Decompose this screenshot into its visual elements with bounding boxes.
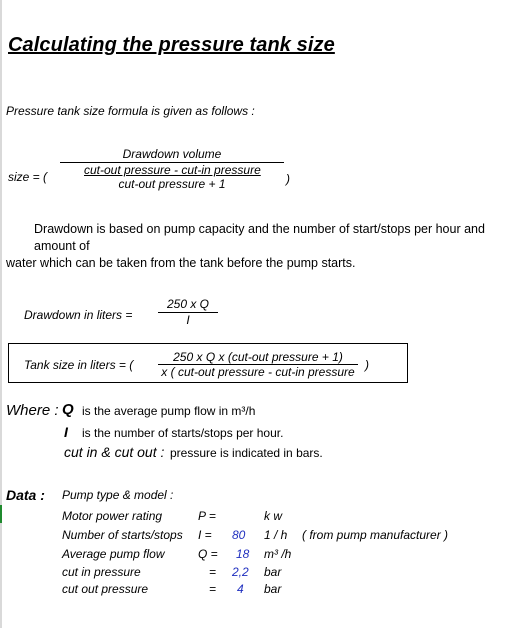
row-note: ( from pump manufacturer ) <box>302 528 449 542</box>
intro-text: Pressure tank size formula is given as follows : <box>6 104 255 118</box>
drawdown-denominator: I <box>186 313 190 327</box>
drawdown-label: Drawdown in liters = <box>24 308 133 322</box>
row-value: 2,2 <box>232 565 249 579</box>
paragraph-line-1: Drawdown is based on pump capacity and the number of start/stops per hour and amount of <box>34 222 485 253</box>
paragraph-line-2: water which can be taken from the tank before the pump starts. <box>6 256 356 270</box>
row-name: Motor power rating <box>62 509 163 523</box>
tank-size-numerator: 250 x Q x (cut-out pressure + 1) <box>173 350 343 364</box>
row-name: Average pump flow <box>62 547 165 561</box>
row-unit: 1 / h <box>264 528 288 542</box>
q-symbol: Q <box>62 401 74 418</box>
size-formula-close: ) <box>286 172 290 186</box>
row-value: 18 <box>236 547 250 561</box>
where-label: Where : <box>6 402 59 419</box>
q-description: is the average pump flow in m³/h <box>82 404 256 418</box>
size-formula-lhs: size = ( <box>8 170 48 184</box>
row-marker <box>0 505 2 523</box>
row-value: 4 <box>237 582 244 596</box>
tank-size-close: ) <box>365 358 369 372</box>
row-unit: m³ /h <box>264 547 292 561</box>
row-value: 80 <box>232 528 246 542</box>
page-title: Calculating the pressure tank size <box>8 34 335 56</box>
row-name: Number of starts/stops <box>62 528 183 542</box>
tank-size-denominator: x ( cut-out pressure - cut-in pressure <box>161 365 355 379</box>
cut-label: cut in & cut out : <box>64 444 165 460</box>
drawdown-paragraph <box>6 221 516 272</box>
drawdown-numerator: 250 x Q <box>166 297 210 311</box>
data-label: Data : <box>6 487 45 503</box>
row-name: cut out pressure <box>62 582 149 596</box>
row-symbol: I = <box>198 528 212 542</box>
row-symbol: = <box>209 565 217 579</box>
row-unit: bar <box>264 582 282 596</box>
size-formula-inner-denominator: cut-out pressure + 1 <box>118 177 226 191</box>
cut-description: pressure is indicated in bars. <box>170 446 323 460</box>
row-unit: k w <box>264 509 282 523</box>
size-formula-inner-numerator: cut-out pressure - cut-in pressure <box>84 163 261 177</box>
row-unit: bar <box>264 565 282 579</box>
row-symbol: = <box>209 582 217 596</box>
left-gridline <box>0 0 2 628</box>
data-heading: Pump type & model : <box>62 488 174 502</box>
row-symbol: P = <box>198 509 216 523</box>
row-symbol: Q = <box>198 547 218 561</box>
row-name: cut in pressure <box>62 565 141 579</box>
i-description: is the number of starts/stops per hour. <box>82 426 284 440</box>
i-symbol: I <box>64 424 68 440</box>
tank-size-label: Tank size in liters = ( <box>24 358 134 372</box>
size-formula-numerator: Drawdown volume <box>122 147 222 161</box>
